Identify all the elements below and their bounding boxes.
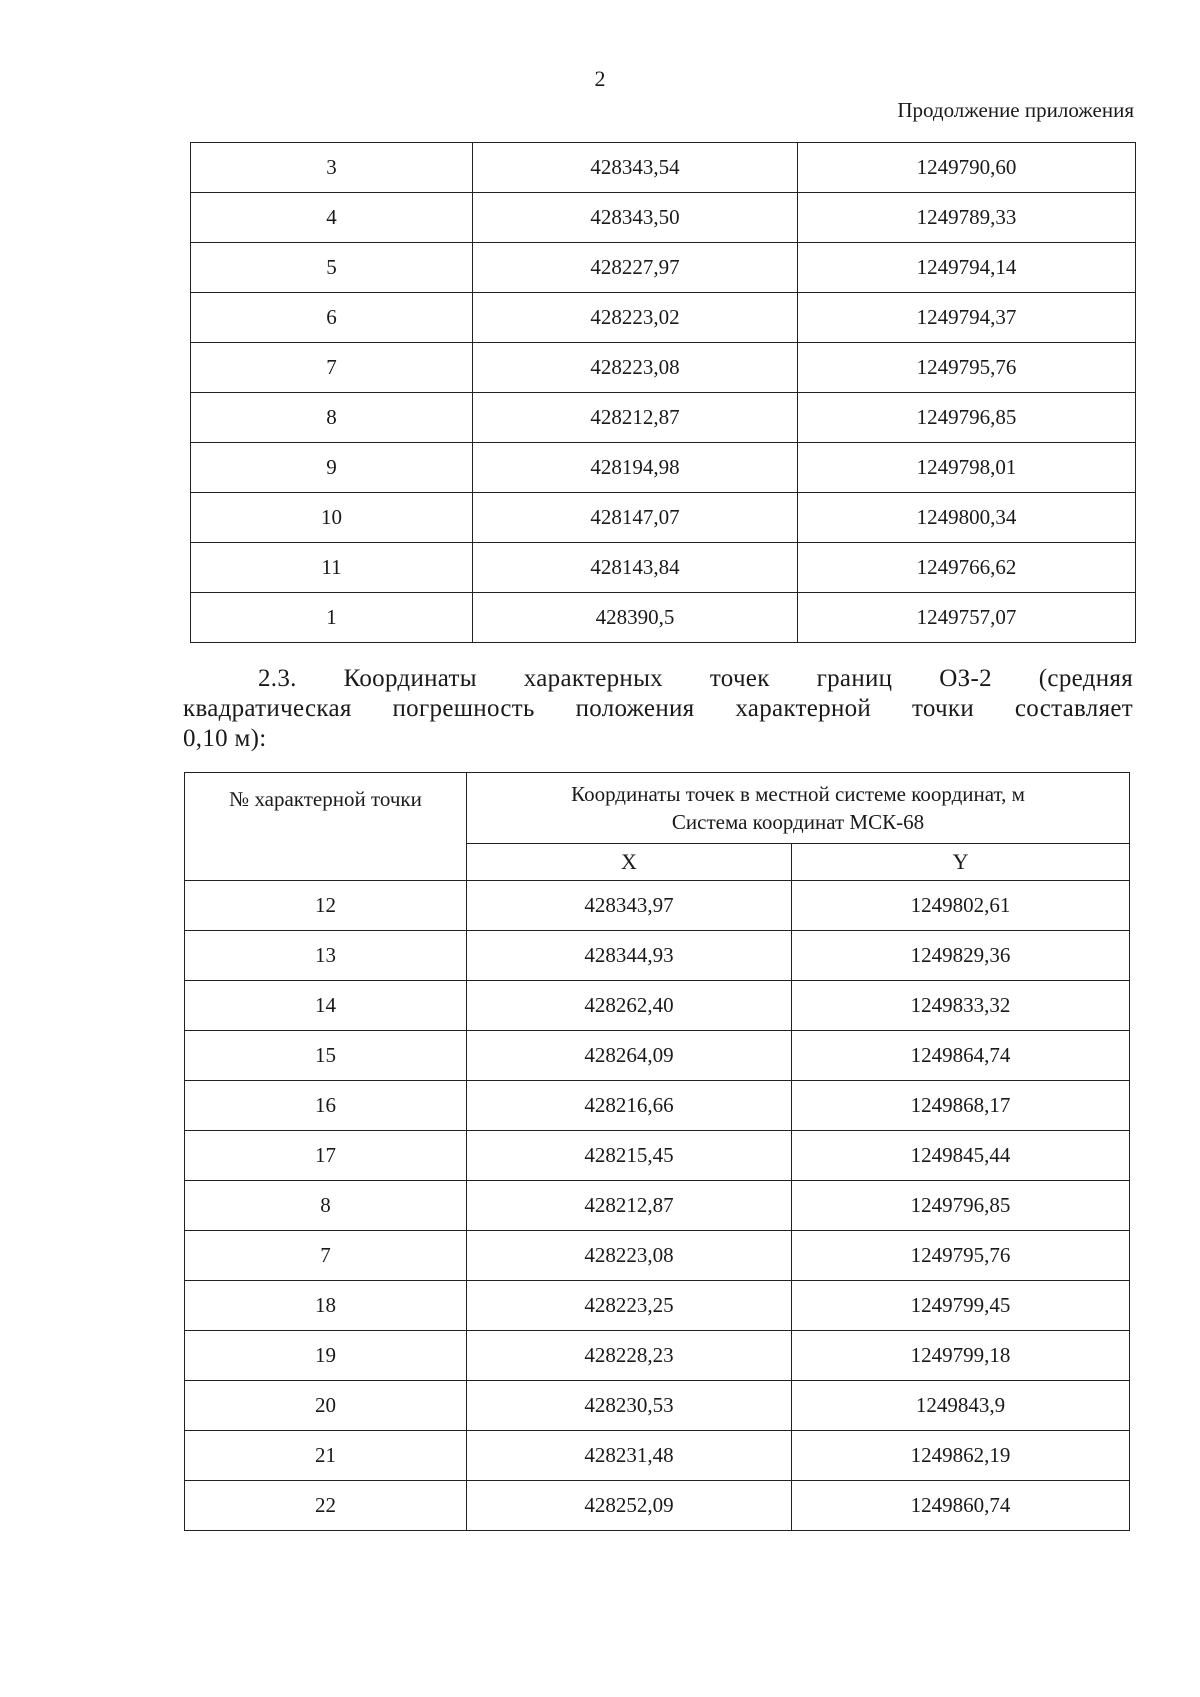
header-coordinates-line-1: Координаты точек в местной системе координат, м — [571, 782, 1025, 806]
point-number-cell: 22 — [185, 1481, 467, 1531]
x-coordinate-cell: 428252,09 — [467, 1481, 792, 1531]
point-number-cell: 8 — [185, 1181, 467, 1231]
table-row — [191, 393, 1136, 443]
coordinates-table-continued — [190, 142, 1136, 643]
point-number-cell: 9 — [191, 443, 473, 493]
point-number-cell: 1 — [191, 593, 473, 643]
x-coordinate-cell: 428230,53 — [467, 1381, 792, 1431]
y-coordinate-cell: 1249802,61 — [792, 881, 1130, 931]
y-coordinate-cell: 1249843,9 — [792, 1381, 1130, 1431]
table1-body — [191, 143, 1136, 643]
x-coordinate-cell: 428223,02 — [473, 293, 798, 343]
point-number-cell: 6 — [191, 293, 473, 343]
table-row — [191, 443, 1136, 493]
x-coordinate-cell: 428228,23 — [467, 1331, 792, 1381]
point-number-cell: 13 — [185, 931, 467, 981]
table-row — [185, 931, 1130, 981]
y-coordinate-cell: 1249766,62 — [798, 543, 1136, 593]
x-coordinate-cell: 428343,97 — [467, 881, 792, 931]
header-point-number: № характерной точки — [185, 773, 467, 881]
table-row — [191, 243, 1136, 293]
x-coordinate-cell: 428216,66 — [467, 1081, 792, 1131]
section-2-3-paragraph — [183, 664, 1133, 754]
table-row — [185, 1431, 1130, 1481]
table-row — [191, 193, 1136, 243]
header-y: Y — [792, 844, 1130, 881]
y-coordinate-cell: 1249790,60 — [798, 143, 1136, 193]
table-row — [191, 543, 1136, 593]
point-number-cell: 16 — [185, 1081, 467, 1131]
y-coordinate-cell: 1249795,76 — [798, 343, 1136, 393]
paragraph-line-3: 0,10 м): — [183, 725, 267, 752]
x-coordinate-cell: 428143,84 — [473, 543, 798, 593]
y-coordinate-cell: 1249789,33 — [798, 193, 1136, 243]
x-coordinate-cell: 428223,25 — [467, 1281, 792, 1331]
table2-body — [185, 881, 1130, 1531]
table-row — [185, 1031, 1130, 1081]
point-number-cell: 15 — [185, 1031, 467, 1081]
continuation-label: Продолжение приложения — [897, 98, 1134, 122]
table-row — [185, 1381, 1130, 1431]
y-coordinate-cell: 1249799,45 — [792, 1281, 1130, 1331]
y-coordinate-cell: 1249799,18 — [792, 1331, 1130, 1381]
table-row — [191, 343, 1136, 393]
point-number-cell: 19 — [185, 1331, 467, 1381]
table-row — [185, 981, 1130, 1031]
point-number-cell: 12 — [185, 881, 467, 931]
x-coordinate-cell: 428343,50 — [473, 193, 798, 243]
y-coordinate-cell: 1249795,76 — [792, 1231, 1130, 1281]
point-number-cell: 18 — [185, 1281, 467, 1331]
table-row — [191, 143, 1136, 193]
x-coordinate-cell: 428264,09 — [467, 1031, 792, 1081]
x-coordinate-cell: 428344,93 — [467, 931, 792, 981]
y-coordinate-cell: 1249845,44 — [792, 1131, 1130, 1181]
point-number-cell: 11 — [191, 543, 473, 593]
x-coordinate-cell: 428223,08 — [467, 1231, 792, 1281]
point-number-cell: 21 — [185, 1431, 467, 1481]
point-number-cell: 4 — [191, 193, 473, 243]
point-number-cell: 17 — [185, 1131, 467, 1181]
header-coordinates — [467, 773, 1130, 844]
y-coordinate-cell: 1249800,34 — [798, 493, 1136, 543]
y-coordinate-cell: 1249796,85 — [798, 393, 1136, 443]
point-number-cell: 3 — [191, 143, 473, 193]
x-coordinate-cell: 428147,07 — [473, 493, 798, 543]
header-x: X — [467, 844, 792, 881]
table-row — [191, 293, 1136, 343]
y-coordinate-cell: 1249862,19 — [792, 1431, 1130, 1481]
y-coordinate-cell: 1249757,07 — [798, 593, 1136, 643]
point-number-cell: 10 — [191, 493, 473, 543]
y-coordinate-cell: 1249794,14 — [798, 243, 1136, 293]
paragraph-number: 2.3. — [258, 665, 297, 692]
table-row — [191, 493, 1136, 543]
page-number: 2 — [594, 66, 606, 91]
y-coordinate-cell: 1249829,36 — [792, 931, 1130, 981]
y-coordinate-cell: 1249860,74 — [792, 1481, 1130, 1531]
y-coordinate-cell: 1249798,01 — [798, 443, 1136, 493]
paragraph-line-1 — [183, 664, 1133, 694]
y-coordinate-cell: 1249864,74 — [792, 1031, 1130, 1081]
table-row — [185, 1231, 1130, 1281]
y-coordinate-cell: 1249796,85 — [792, 1181, 1130, 1231]
y-coordinate-cell: 1249833,32 — [792, 981, 1130, 1031]
x-coordinate-cell: 428212,87 — [473, 393, 798, 443]
paragraph-line-2: квадратическая погрешность положения характерной точки составляет — [183, 695, 1133, 722]
x-coordinate-cell: 428227,97 — [473, 243, 798, 293]
point-number-cell: 14 — [185, 981, 467, 1031]
table-row — [185, 1131, 1130, 1181]
y-coordinate-cell: 1249868,17 — [792, 1081, 1130, 1131]
point-number-cell: 5 — [191, 243, 473, 293]
x-coordinate-cell: 428390,5 — [473, 593, 798, 643]
table-row — [185, 1281, 1130, 1331]
point-number-cell: 7 — [191, 343, 473, 393]
point-number-cell: 7 — [185, 1231, 467, 1281]
x-coordinate-cell: 428212,87 — [467, 1181, 792, 1231]
table-row — [185, 1181, 1130, 1231]
x-coordinate-cell: 428223,08 — [473, 343, 798, 393]
table-row — [191, 593, 1136, 643]
x-coordinate-cell: 428194,98 — [473, 443, 798, 493]
table-row — [185, 1081, 1130, 1131]
x-coordinate-cell: 428262,40 — [467, 981, 792, 1031]
point-number-cell: 8 — [191, 393, 473, 443]
coordinates-table-oz2 — [184, 772, 1130, 1531]
header-coordinates-line-2: Система координат МСК-68 — [671, 810, 925, 834]
y-coordinate-cell: 1249794,37 — [798, 293, 1136, 343]
table-row — [185, 1481, 1130, 1531]
x-coordinate-cell: 428231,48 — [467, 1431, 792, 1481]
point-number-cell: 20 — [185, 1381, 467, 1431]
x-coordinate-cell: 428215,45 — [467, 1131, 792, 1181]
paragraph-line-1-text: Координаты характерных точек границ ОЗ-2 (средняя — [343, 665, 1133, 692]
table-row — [185, 1331, 1130, 1381]
x-coordinate-cell: 428343,54 — [473, 143, 798, 193]
table-row — [185, 881, 1130, 931]
